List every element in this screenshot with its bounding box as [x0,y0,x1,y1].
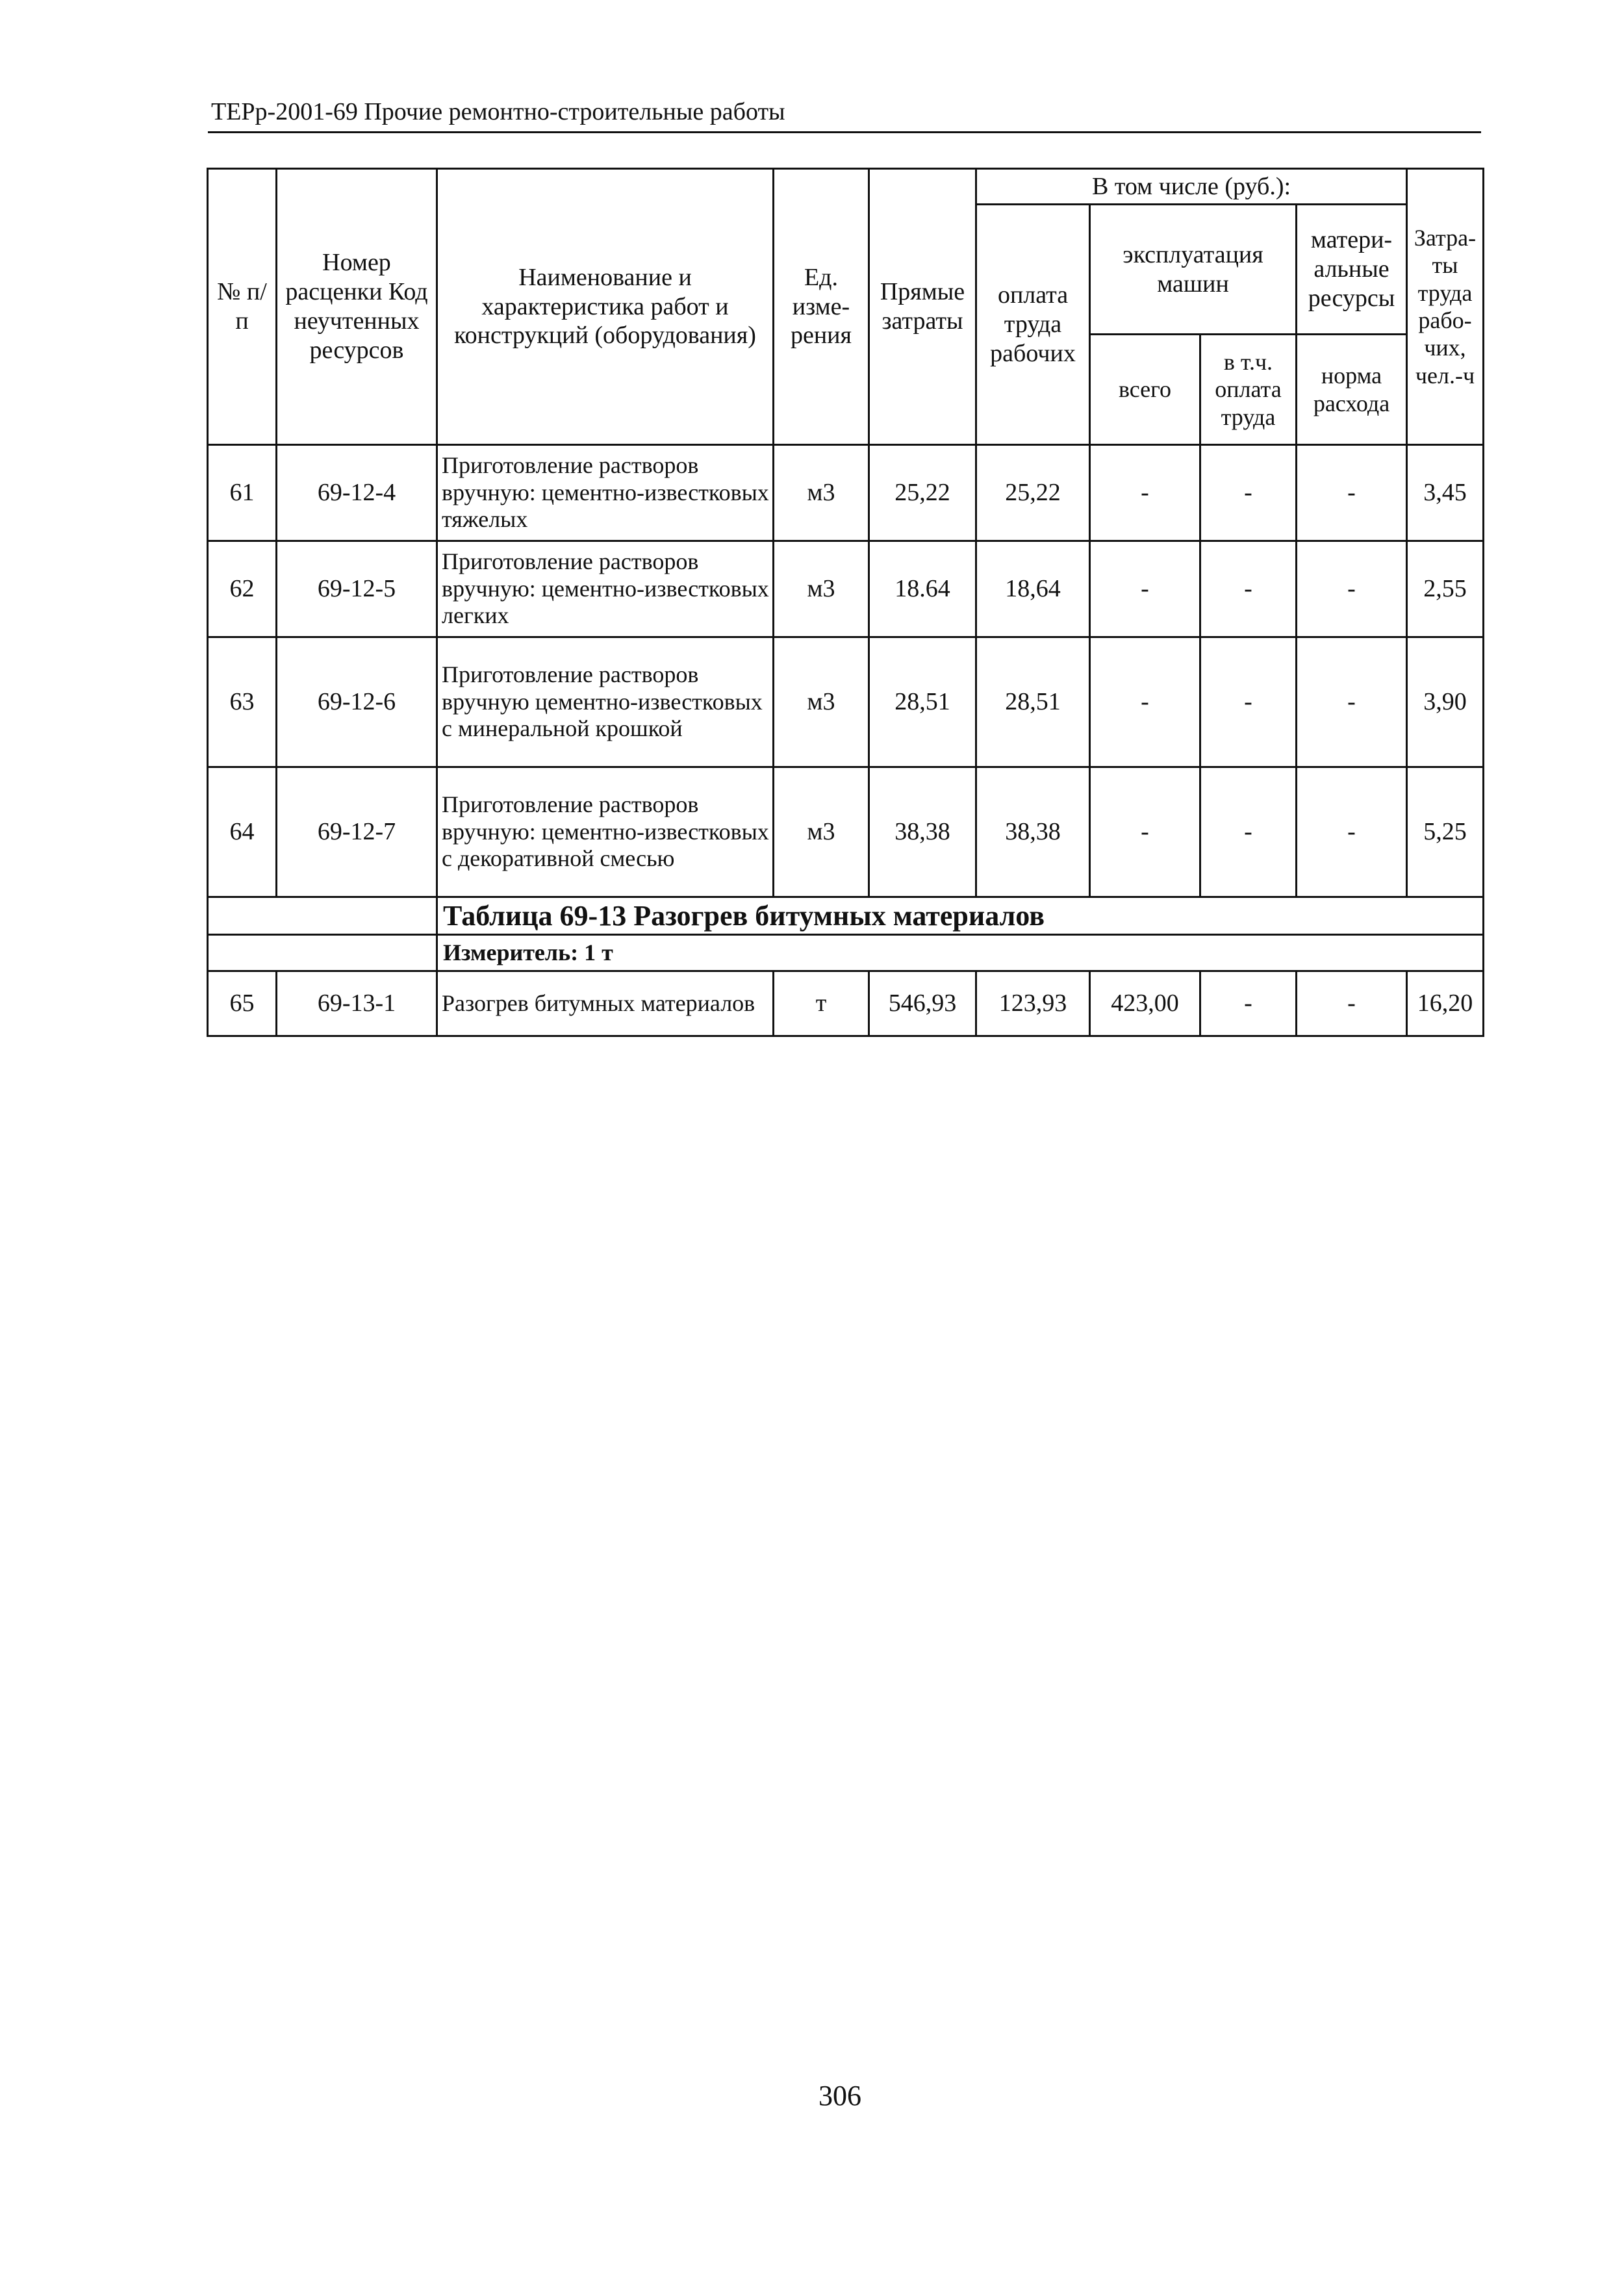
cell-direct: 18.64 [869,541,976,637]
header-direct: Прямые затраты [869,169,976,445]
cell-mach-total: - [1090,767,1200,897]
cell-mach-labor: - [1200,637,1297,767]
page-header: ТЕРр-2001-69 Прочие ремонтно-строительные работы [211,98,785,125]
header-rule [208,131,1481,133]
cell-hours: 5,25 [1407,767,1484,897]
cell-labor: 25,22 [976,445,1090,541]
page-number: 306 [818,2080,861,2112]
cell-num: 65 [208,971,277,1036]
cell-unit: м3 [774,637,869,767]
cell-mach-total: 423,00 [1090,971,1200,1036]
rates-table [207,168,1484,1037]
cell-name: Приготовление растворов вручную: цементно-известковых с декоративной смесью [437,767,774,897]
cell-unit: м3 [774,445,869,541]
cell-code: 69-12-4 [277,445,437,541]
header-materials-norm: норма расхода [1297,335,1407,445]
cell-mach-labor: - [1200,445,1297,541]
cell-hours: 3,90 [1407,637,1484,767]
cell-labor: 123,93 [976,971,1090,1036]
cell-num: 63 [208,637,277,767]
cell-hours: 2,55 [1407,541,1484,637]
cell-labor: 38,38 [976,767,1090,897]
header-unit: Ед. изме-рения [774,169,869,445]
header-num: № п/п [208,169,277,445]
table-row [208,767,1484,897]
cell-labor: 18,64 [976,541,1090,637]
cell-mach-total: - [1090,445,1200,541]
cell-mach-labor: - [1200,541,1297,637]
cell-mach-labor: - [1200,767,1297,897]
cell-labor: 28,51 [976,637,1090,767]
cell-unit: м3 [774,767,869,897]
cell-name: Разогрев битумных материалов [437,971,774,1036]
cell-mat: - [1297,541,1407,637]
cell-unit: м3 [774,541,869,637]
header-code: Номер расценки Код неучтенных ресурсов [277,169,437,445]
header-name: Наименование и характеристика работ и конструкций (оборудования) [437,169,774,445]
cell-name: Приготовление растворов вручную: цементно-известковых тяжелых [437,445,774,541]
cell-mat: - [1297,637,1407,767]
header-machines-labor: в т.ч. оплата труда [1200,335,1297,445]
header-materials: матери-альные ресурсы [1297,205,1407,335]
cell-code: 69-12-6 [277,637,437,767]
table-row [208,971,1484,1036]
cell-unit: т [774,971,869,1036]
measure-row [208,935,1484,971]
cell-hours: 16,20 [1407,971,1484,1036]
cell-name: Приготовление растворов вручную: цементно-известковых легких [437,541,774,637]
header-labor-cost: Затра-ты труда рабо-чих, чел.-ч [1407,169,1484,445]
cell-mach-total: - [1090,541,1200,637]
cell-code: 69-12-5 [277,541,437,637]
cell-direct: 25,22 [869,445,976,541]
header-incl: В том числе (руб.): [976,169,1407,205]
cell-mat: - [1297,767,1407,897]
header-machines: эксплуатация машин [1090,205,1297,335]
table-row [208,637,1484,767]
cell-direct: 28,51 [869,637,976,767]
cell-hours: 3,45 [1407,445,1484,541]
cell-mat: - [1297,445,1407,541]
measure-label: Измеритель: 1 т [437,935,1484,971]
section-row [208,897,1484,935]
header-labor: оплата труда рабочих [976,205,1090,445]
cell-mach-total: - [1090,637,1200,767]
cell-direct: 38,38 [869,767,976,897]
cell-direct: 546,93 [869,971,976,1036]
cell-num: 61 [208,445,277,541]
cell-name: Приготовление растворов вручную цементно-известковых с минеральной крошкой [437,637,774,767]
cell-num: 62 [208,541,277,637]
section-title: Таблица 69-13 Разогрев битумных материалов [437,897,1484,935]
cell-mach-labor: - [1200,971,1297,1036]
cell-code: 69-12-7 [277,767,437,897]
table-row [208,541,1484,637]
cell-code: 69-13-1 [277,971,437,1036]
table-row [208,445,1484,541]
header-machines-total: всего [1090,335,1200,445]
cell-mat: - [1297,971,1407,1036]
cell-num: 64 [208,767,277,897]
